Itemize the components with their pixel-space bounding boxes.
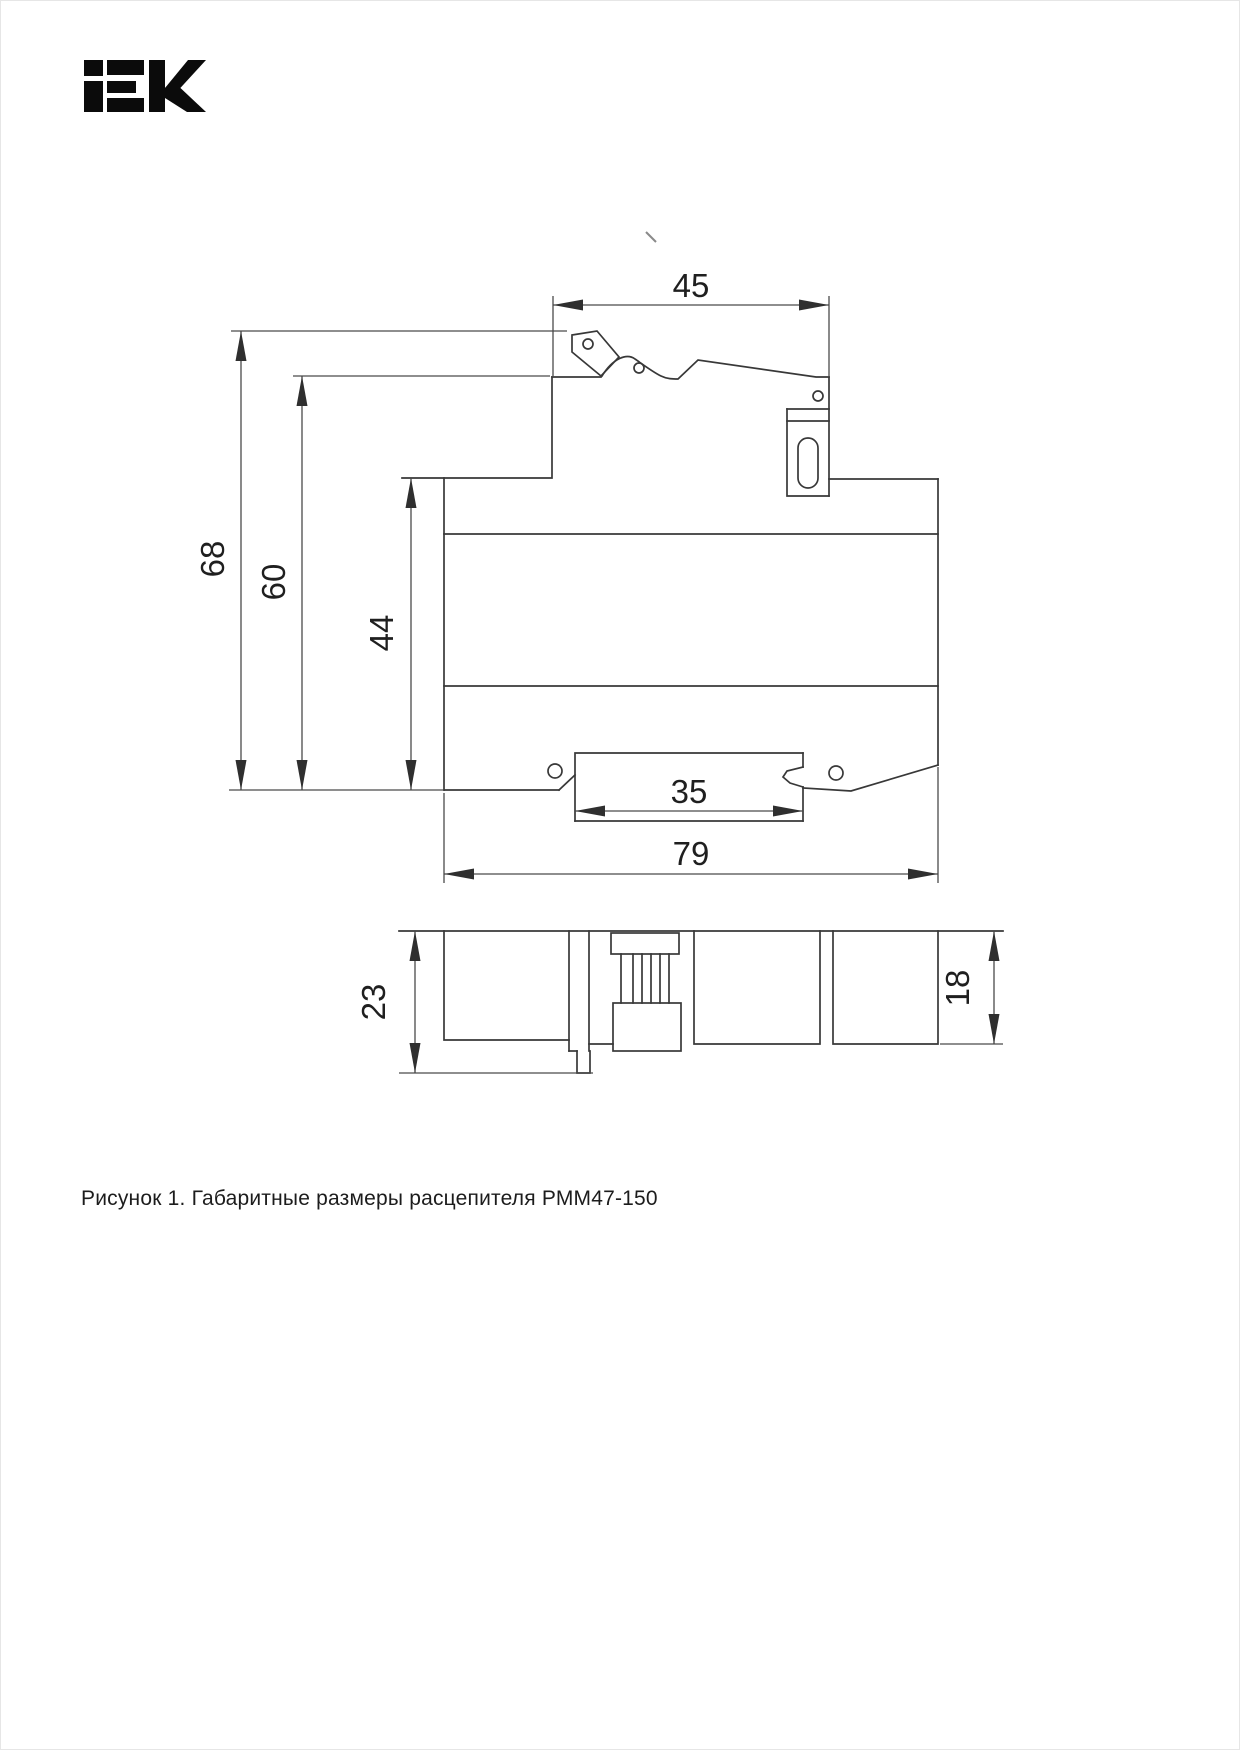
front-view-drawing [402, 331, 938, 821]
dim-label-44: 44 [363, 614, 400, 652]
terminal-lower-block [613, 1003, 681, 1051]
din-latch-cutout [783, 767, 803, 787]
terminal-top-block [611, 933, 679, 954]
figure-caption: Рисунок 1. Габаритные размеры расцепителя РММ47-150 [81, 1187, 658, 1210]
stray-tick-mark [646, 232, 656, 242]
dimension-labels [194, 267, 976, 1020]
tab-outline [787, 409, 829, 496]
clip-pin [577, 1051, 590, 1073]
dim-label-68: 68 [194, 540, 231, 578]
dimension-lines [229, 296, 1003, 1073]
rocker-profile [602, 357, 829, 379]
bottom-left-chamfer [559, 775, 575, 790]
side-rear-block [833, 931, 938, 1044]
lever-hole [583, 339, 593, 349]
bottom-right-hole [829, 766, 843, 780]
bottom-right-edge [803, 765, 938, 791]
side-mid-block [694, 931, 820, 1044]
bottom-left-hole [548, 764, 562, 778]
toggle-lever [572, 331, 619, 376]
dim-label-79: 79 [672, 835, 710, 872]
tab-hole [813, 391, 823, 401]
dim-label-60: 60 [255, 563, 292, 601]
dim-label-23: 23 [355, 983, 392, 1021]
rocker-hole [634, 363, 644, 373]
tab-slot [798, 438, 818, 488]
dim-label-45: 45 [672, 267, 710, 304]
iek-logo-icon [84, 60, 206, 112]
shoulder-edge [402, 377, 552, 478]
side-view-drawing [399, 931, 1003, 1073]
dim-label-18: 18 [939, 969, 976, 1007]
dim-label-35: 35 [670, 773, 708, 810]
dimensional-drawing [1, 1, 1240, 1750]
side-front-block [444, 931, 569, 1040]
